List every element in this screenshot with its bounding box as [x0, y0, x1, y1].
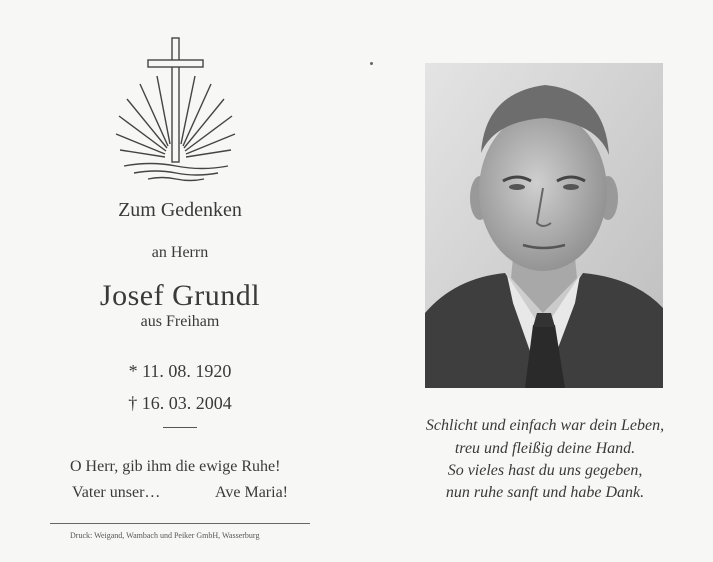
poem-line-1: Schlicht und einfach war dein Leben,: [425, 417, 665, 434]
footer-divider: [50, 523, 310, 524]
poem-line-2: treu und fleißig deine Hand.: [454, 440, 636, 457]
origin: aus Freiham: [140, 313, 220, 330]
poem-line-4: nun ruhe sanft und habe Dank.: [445, 484, 645, 501]
cross-sunrays-icon: [110, 34, 245, 184]
deceased-name: Josef Grundl: [99, 279, 261, 312]
prayer-line-2-right: Ave Maria!: [215, 484, 288, 501]
death-date: † 16. 03. 2004: [128, 393, 232, 413]
printer-credit: Druck: Weigand, Wambach und Peiker GmbH, Wasserburg: [70, 531, 260, 540]
poem-line-3: So vieles hast du uns gegeben,: [447, 462, 643, 479]
prayer-line-2-left: Vater unser…: [72, 484, 161, 501]
heading: Zum Gedenken: [118, 199, 242, 221]
salutation: an Herrn: [151, 244, 209, 261]
portrait-photo: [425, 63, 663, 388]
speck: [370, 62, 373, 65]
portrait-photo-icon: [425, 63, 663, 388]
birth-date: * 11. 08. 1920: [128, 361, 232, 381]
prayer-line-1: O Herr, gib ihm die ewige Ruhe!: [70, 458, 281, 475]
divider: [163, 427, 197, 428]
